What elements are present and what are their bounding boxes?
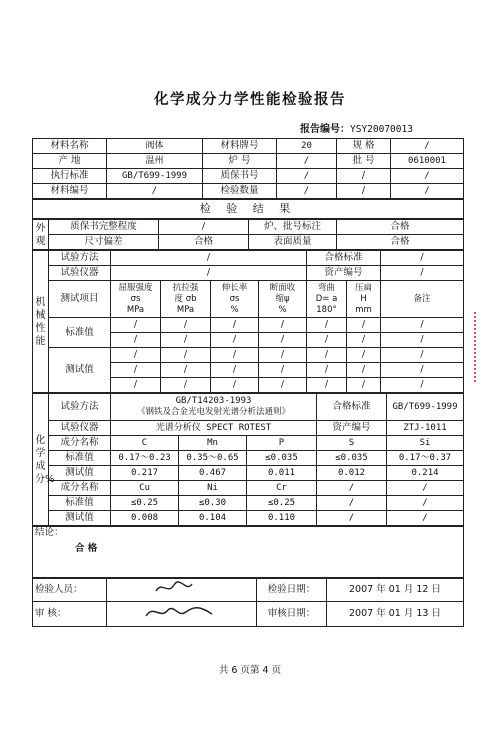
mech-test-cell: / bbox=[211, 363, 259, 378]
appearance-table bbox=[32, 219, 464, 250]
chem-std-row-label: 标准值 bbox=[49, 451, 111, 466]
mech-std-value: / bbox=[381, 251, 464, 266]
mech-instrument-row bbox=[33, 266, 464, 281]
mech-test-cell: / bbox=[347, 363, 381, 378]
mech-col-h2: 缩ψ bbox=[275, 293, 290, 304]
results-title-table bbox=[32, 199, 464, 219]
info-label: 检验数量 bbox=[203, 184, 277, 199]
chem-element-name: Cu bbox=[111, 481, 179, 496]
mech-test-cell: / bbox=[211, 348, 259, 363]
chem-element-name: / bbox=[317, 481, 387, 496]
heat-batch-value: 合格 bbox=[337, 220, 464, 235]
chem-std-value: GB/T699-1999 bbox=[387, 394, 464, 421]
mech-std-cell: / bbox=[347, 318, 381, 333]
mech-col-h2: D= a bbox=[315, 293, 338, 304]
chem-test-value-cell: 0.467 bbox=[179, 466, 247, 481]
mech-col-h2: 度 σb bbox=[174, 293, 197, 304]
chem-test-value-cell: / bbox=[317, 511, 387, 526]
chem-std-row bbox=[33, 496, 464, 511]
mech-test-cell: / bbox=[161, 363, 211, 378]
info-label: / bbox=[337, 184, 391, 199]
chem-method-row bbox=[33, 394, 464, 421]
chem-std-value-cell: 0.17～0.23 bbox=[111, 451, 179, 466]
chem-test-value-cell: 0.104 bbox=[179, 511, 247, 526]
mech-test-cell: / bbox=[307, 378, 347, 393]
info-label: 炉 号 bbox=[203, 154, 277, 169]
mech-asset-value: / bbox=[381, 266, 464, 281]
reviewer-signature-mark bbox=[142, 602, 222, 622]
material-info-row bbox=[33, 184, 464, 199]
info-value: / bbox=[391, 139, 464, 154]
material-info-row bbox=[33, 169, 464, 184]
mech-std-cell: / bbox=[347, 333, 381, 348]
info-value: / bbox=[277, 184, 337, 199]
mech-col-h3: mm bbox=[355, 304, 372, 315]
surface-quality-label: 表面质量 bbox=[249, 235, 337, 250]
material-info-row bbox=[33, 139, 464, 154]
chem-element-name: S bbox=[317, 436, 387, 451]
chem-method-label: 试验方法 bbox=[49, 394, 111, 421]
mech-test-cell: / bbox=[161, 378, 211, 393]
mech-items-row bbox=[33, 281, 464, 318]
chem-std-label: 合格标准 bbox=[317, 394, 387, 421]
info-label: 质保书号 bbox=[203, 169, 277, 184]
info-value: GB/T699-1999 bbox=[107, 169, 203, 184]
mech-col-h1: 压扁 bbox=[355, 282, 373, 293]
chem-std-value-cell: 0.35～0.65 bbox=[179, 451, 247, 466]
reviewer-label: 审 核： bbox=[33, 602, 107, 627]
info-label: 材料牌号 bbox=[203, 139, 277, 154]
mech-std-cell: / bbox=[307, 333, 347, 348]
chem-element-name: Cr bbox=[247, 481, 317, 496]
chem-test-value-cell: 0.012 bbox=[317, 466, 387, 481]
mech-std-cell: / bbox=[259, 318, 307, 333]
info-label: 执行标准 bbox=[33, 169, 107, 184]
chem-asset-value: ZTJ-1011 bbox=[387, 421, 464, 436]
inspector-signature bbox=[107, 579, 257, 602]
info-value: / bbox=[277, 169, 337, 184]
chem-element-name: Mn bbox=[179, 436, 247, 451]
chem-test-row bbox=[33, 466, 464, 481]
report-number-label: 报告编号： bbox=[300, 124, 350, 135]
mech-col-h2: σs bbox=[229, 293, 240, 304]
chem-std-value-cell: ≤0.035 bbox=[317, 451, 387, 466]
mech-std-label: 合格标准 bbox=[307, 251, 381, 266]
chem-std-value-cell: / bbox=[317, 496, 387, 511]
info-value: 温州 bbox=[107, 154, 203, 169]
info-label: 批 号 bbox=[337, 154, 391, 169]
info-label: 规 格 bbox=[337, 139, 391, 154]
conclusion-cell bbox=[33, 527, 464, 578]
chemical-side-label: 化学成分% bbox=[33, 394, 49, 526]
mech-instrument-label: 试验仪器 bbox=[49, 266, 111, 281]
chem-std-value-cell: 0.17～0.37 bbox=[387, 451, 464, 466]
mech-std-cell: / bbox=[211, 318, 259, 333]
mech-test-cell: / bbox=[259, 348, 307, 363]
mech-test-cell: / bbox=[307, 348, 347, 363]
mech-std-row bbox=[33, 318, 464, 333]
mech-std-cell: / bbox=[381, 318, 464, 333]
info-label: / bbox=[337, 169, 391, 184]
report-number-value: YSY20070013 bbox=[350, 124, 413, 135]
mech-test-cell: / bbox=[259, 378, 307, 393]
seal-stamp-edge bbox=[474, 312, 494, 382]
chem-std-value-cell: ≤0.25 bbox=[247, 496, 317, 511]
mech-test-cell: / bbox=[347, 348, 381, 363]
heat-batch-label: 炉、批号标注 bbox=[249, 220, 337, 235]
chem-instrument-row bbox=[33, 421, 464, 436]
chem-test-row-label: 测试值 bbox=[49, 511, 111, 526]
mech-test-cell: / bbox=[111, 363, 161, 378]
chem-method-line2: 《钢铁及合金光电发射光谱分析法通则》 bbox=[136, 407, 290, 417]
results-title: 检 验 结 果 bbox=[33, 200, 464, 219]
chem-element-name: / bbox=[387, 481, 464, 496]
mech-test-cell: / bbox=[259, 363, 307, 378]
chem-test-value-cell: 0.011 bbox=[247, 466, 317, 481]
mech-instrument-value: / bbox=[111, 266, 307, 281]
conclusion-label: 结论： bbox=[35, 527, 64, 538]
chem-method-value bbox=[111, 394, 317, 421]
mech-col-h3: MPa bbox=[126, 304, 145, 315]
material-info-table bbox=[32, 138, 464, 199]
info-value: 20 bbox=[277, 139, 337, 154]
mech-test-cell: / bbox=[381, 348, 464, 363]
cert-completeness-value: / bbox=[159, 220, 249, 235]
info-value: / bbox=[107, 184, 203, 199]
mech-method-label: 试验方法 bbox=[49, 251, 111, 266]
chem-asset-label: 资产编号 bbox=[317, 421, 387, 436]
report-number bbox=[300, 120, 413, 135]
info-value: 阀体 bbox=[107, 139, 203, 154]
mech-col-h3: % bbox=[278, 304, 287, 315]
mech-column-header bbox=[111, 281, 161, 318]
mech-col-h2: H bbox=[360, 293, 367, 304]
reviewer-signature bbox=[107, 602, 257, 627]
cert-completeness-label: 质保书完整程度 bbox=[49, 220, 159, 235]
report-sheet bbox=[32, 138, 464, 627]
chem-instrument-label: 试验仪器 bbox=[49, 421, 111, 436]
conclusion-value: 合 格 bbox=[75, 543, 98, 554]
report-title: 化学成分力学性能检验报告 bbox=[154, 92, 346, 108]
chem-element-name: Si bbox=[387, 436, 464, 451]
chem-std-value-cell: ≤0.25 bbox=[111, 496, 179, 511]
chem-element-name: Ni bbox=[179, 481, 247, 496]
mech-col-h3: % bbox=[230, 304, 239, 315]
mech-test-cell: / bbox=[161, 348, 211, 363]
chem-std-row bbox=[33, 451, 464, 466]
mech-column-header bbox=[347, 281, 381, 318]
chem-test-value-cell: 0.217 bbox=[111, 466, 179, 481]
mech-col-h1: 弯曲 bbox=[318, 282, 336, 293]
mech-column-header bbox=[307, 281, 347, 318]
inspection-date-label: 检验日期： bbox=[257, 579, 327, 602]
mechanical-side-label: 机械性能 bbox=[33, 251, 49, 393]
mech-test-row-label: 测试值 bbox=[49, 348, 111, 393]
chem-std-row-label: 标准值 bbox=[49, 496, 111, 511]
info-label: 产 地 bbox=[33, 154, 107, 169]
mech-column-header bbox=[161, 281, 211, 318]
mech-col-h1: 屈服强度 bbox=[118, 282, 153, 293]
review-date: 2007 年 01 月 13 日 bbox=[327, 602, 464, 627]
mech-test-cell: / bbox=[381, 363, 464, 378]
mech-test-cell: / bbox=[307, 363, 347, 378]
mech-asset-label: 资产编号 bbox=[307, 266, 381, 281]
inspection-date: 2007 年 01 月 12 日 bbox=[327, 579, 464, 602]
mech-std-cell: / bbox=[259, 333, 307, 348]
mech-std-cell: / bbox=[111, 333, 161, 348]
info-label: 材料编号 bbox=[33, 184, 107, 199]
mech-method-value: / bbox=[111, 251, 307, 266]
info-label: 材料名称 bbox=[33, 139, 107, 154]
inspector-signature-mark bbox=[152, 579, 212, 597]
chem-test-value-cell: 0.008 bbox=[111, 511, 179, 526]
dimension-deviation-value: 合格 bbox=[159, 235, 249, 250]
chem-test-row-label: 测试值 bbox=[49, 466, 111, 481]
chem-instrument-value: 光谱分析仪 SPECT ROTEST bbox=[111, 421, 317, 436]
info-value: / bbox=[391, 169, 464, 184]
mech-test-cell: / bbox=[347, 378, 381, 393]
chem-name-row bbox=[33, 436, 464, 451]
chem-element-name: C bbox=[111, 436, 179, 451]
mech-col-h3: MPa bbox=[176, 304, 195, 315]
inspector-label: 检验人员： bbox=[33, 579, 107, 602]
mech-std-cell: / bbox=[161, 333, 211, 348]
chem-test-value-cell: / bbox=[387, 511, 464, 526]
chem-element-name: P bbox=[247, 436, 317, 451]
mech-std-cell: / bbox=[161, 318, 211, 333]
mech-method-row bbox=[33, 251, 464, 266]
mech-col-h1: 伸长率 bbox=[221, 282, 248, 293]
page-footer: 共 6 页第 4 页 bbox=[218, 665, 282, 676]
chem-name-label: 成分名称 bbox=[49, 481, 111, 496]
mech-test-row bbox=[33, 348, 464, 363]
chemical-table bbox=[32, 393, 464, 526]
signature-table bbox=[32, 578, 464, 627]
mech-col-h1: 断面收 bbox=[269, 282, 296, 293]
material-info-row bbox=[33, 154, 464, 169]
review-date-label: 审核日期： bbox=[257, 602, 327, 627]
mech-column-header bbox=[381, 281, 464, 318]
mech-std-row-label: 标准值 bbox=[49, 318, 111, 348]
mech-col-h1: 抗拉强 bbox=[172, 282, 199, 293]
chem-std-value-cell: ≤0.035 bbox=[247, 451, 317, 466]
mech-column-header bbox=[211, 281, 259, 318]
chem-name-label: 成分名称 bbox=[49, 436, 111, 451]
mech-test-cell: / bbox=[111, 378, 161, 393]
mech-col-h1: 备注 bbox=[413, 293, 431, 304]
info-value: / bbox=[277, 154, 337, 169]
mechanical-table bbox=[32, 250, 464, 393]
appearance-side-label: 外观 bbox=[33, 220, 49, 250]
chem-method-line1: GB/T14203-1993 bbox=[175, 396, 252, 406]
mech-std-cell: / bbox=[211, 333, 259, 348]
mech-std-cell: / bbox=[307, 318, 347, 333]
mech-std-cell: / bbox=[381, 333, 464, 348]
chem-std-value-cell: / bbox=[387, 496, 464, 511]
mech-col-h3: 180° bbox=[316, 304, 337, 315]
chem-test-row bbox=[33, 511, 464, 526]
chem-test-value-cell: 0.110 bbox=[247, 511, 317, 526]
mech-col-h2: σs bbox=[130, 293, 141, 304]
conclusion-table bbox=[32, 526, 464, 578]
mech-item-label: 测试项目 bbox=[49, 281, 111, 318]
info-value: / bbox=[391, 184, 464, 199]
mech-test-cell: / bbox=[111, 348, 161, 363]
mech-test-cell: / bbox=[381, 378, 464, 393]
info-value: 0610001 bbox=[391, 154, 464, 169]
chem-test-value-cell: 0.214 bbox=[387, 466, 464, 481]
mech-std-cell: / bbox=[111, 318, 161, 333]
dimension-deviation-label: 尺寸偏差 bbox=[49, 235, 159, 250]
surface-quality-value: 合格 bbox=[337, 235, 464, 250]
chem-name-row bbox=[33, 481, 464, 496]
mech-column-header bbox=[259, 281, 307, 318]
mech-test-cell: / bbox=[211, 378, 259, 393]
chem-std-value-cell: ≤0.30 bbox=[179, 496, 247, 511]
